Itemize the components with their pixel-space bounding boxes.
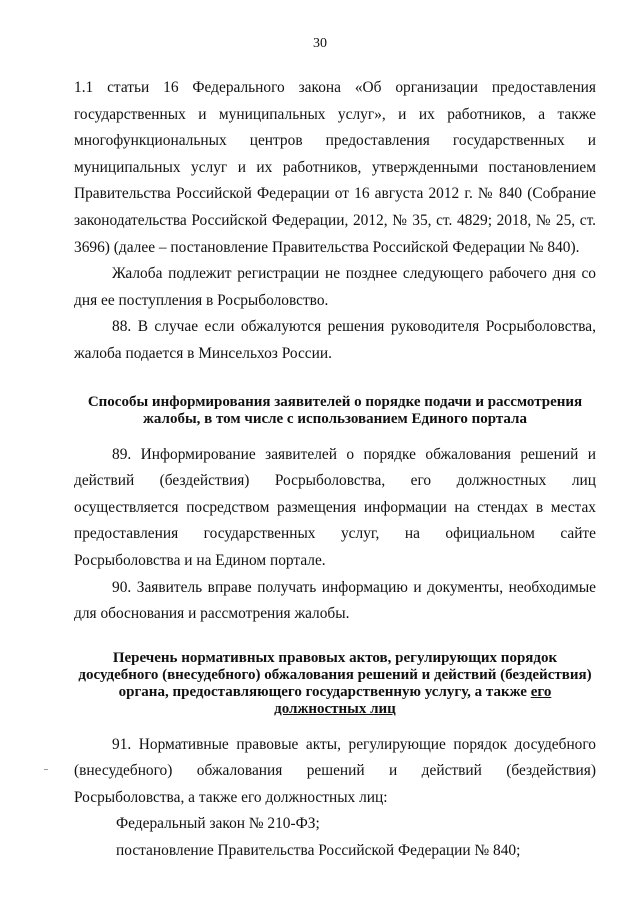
paragraph-91: 91. Нормативные правовые акты, регулирующие порядок досудебного (внесудебного) обжалования решений и действий (бездействия) Росрыболовства, а также его должностных лиц: (74, 735, 596, 806)
page-number: 30 (313, 36, 327, 51)
list-item: Федеральный закон № 210-ФЗ; (116, 815, 320, 833)
paragraph-registration: Жалоба подлежит регистрации не позднее следующего рабочего дня со дня ее поступления в Росрыболовство. (74, 265, 596, 309)
paragraph-intro: 1.1 статьи 16 Федерального закона «Об организации предоставления государственных и муниципальных услуг», и их работников, а также многофункциональных центров предоставления государственных и муниципальных услуг и их работников, утвержденными постановлением Правительства Российской Федерации от 16 августа 2012 г. № 840 (Собрание законодательства Российской Федерации, 2012, № 35, ст. 4829; 2018, № 25, ст. 3696) (далее – постановление Правительства Российской Федерации № 840). (74, 79, 596, 256)
heading-text: Перечень нормативных правовых актов, регулирующих порядок досудебного (внесудебного) обжалования решений и действий (бездействия) органа, предоставляющего государственную услугу, а также его должностных лиц (78, 649, 592, 717)
heading-underlined-text: его должностных лиц (274, 683, 552, 717)
document-body (74, 75, 596, 865)
paragraph-89: 89. Информирование заявителей о порядке обжалования решений и действий (бездействия) Росрыболовства, его должностных лиц осуществляется посредством размещения информации на стендах в местах предоставления государственных услуг, на официальном сайте Росрыболовства и на Едином портале. (74, 445, 596, 569)
section-heading-informing: Способы информирования заявителей о порядке подачи и рассмотрения жалобы, в том числе с использованием Единого портала (87, 393, 583, 427)
list-item: постановление Правительства Российской Федерации № 840; (116, 842, 521, 860)
section-heading-legal-acts (74, 650, 596, 718)
margin-mark (44, 769, 48, 770)
paragraph-90: 90. Заявитель вправе получать информацию и документы, необходимые для обоснования и рассмотрения жалобы. (74, 578, 596, 623)
paragraph-88: 88. В случае если обжалуются решения руководителя Росрыболовства, жалоба подается в Минсельхоз России. (74, 318, 596, 362)
